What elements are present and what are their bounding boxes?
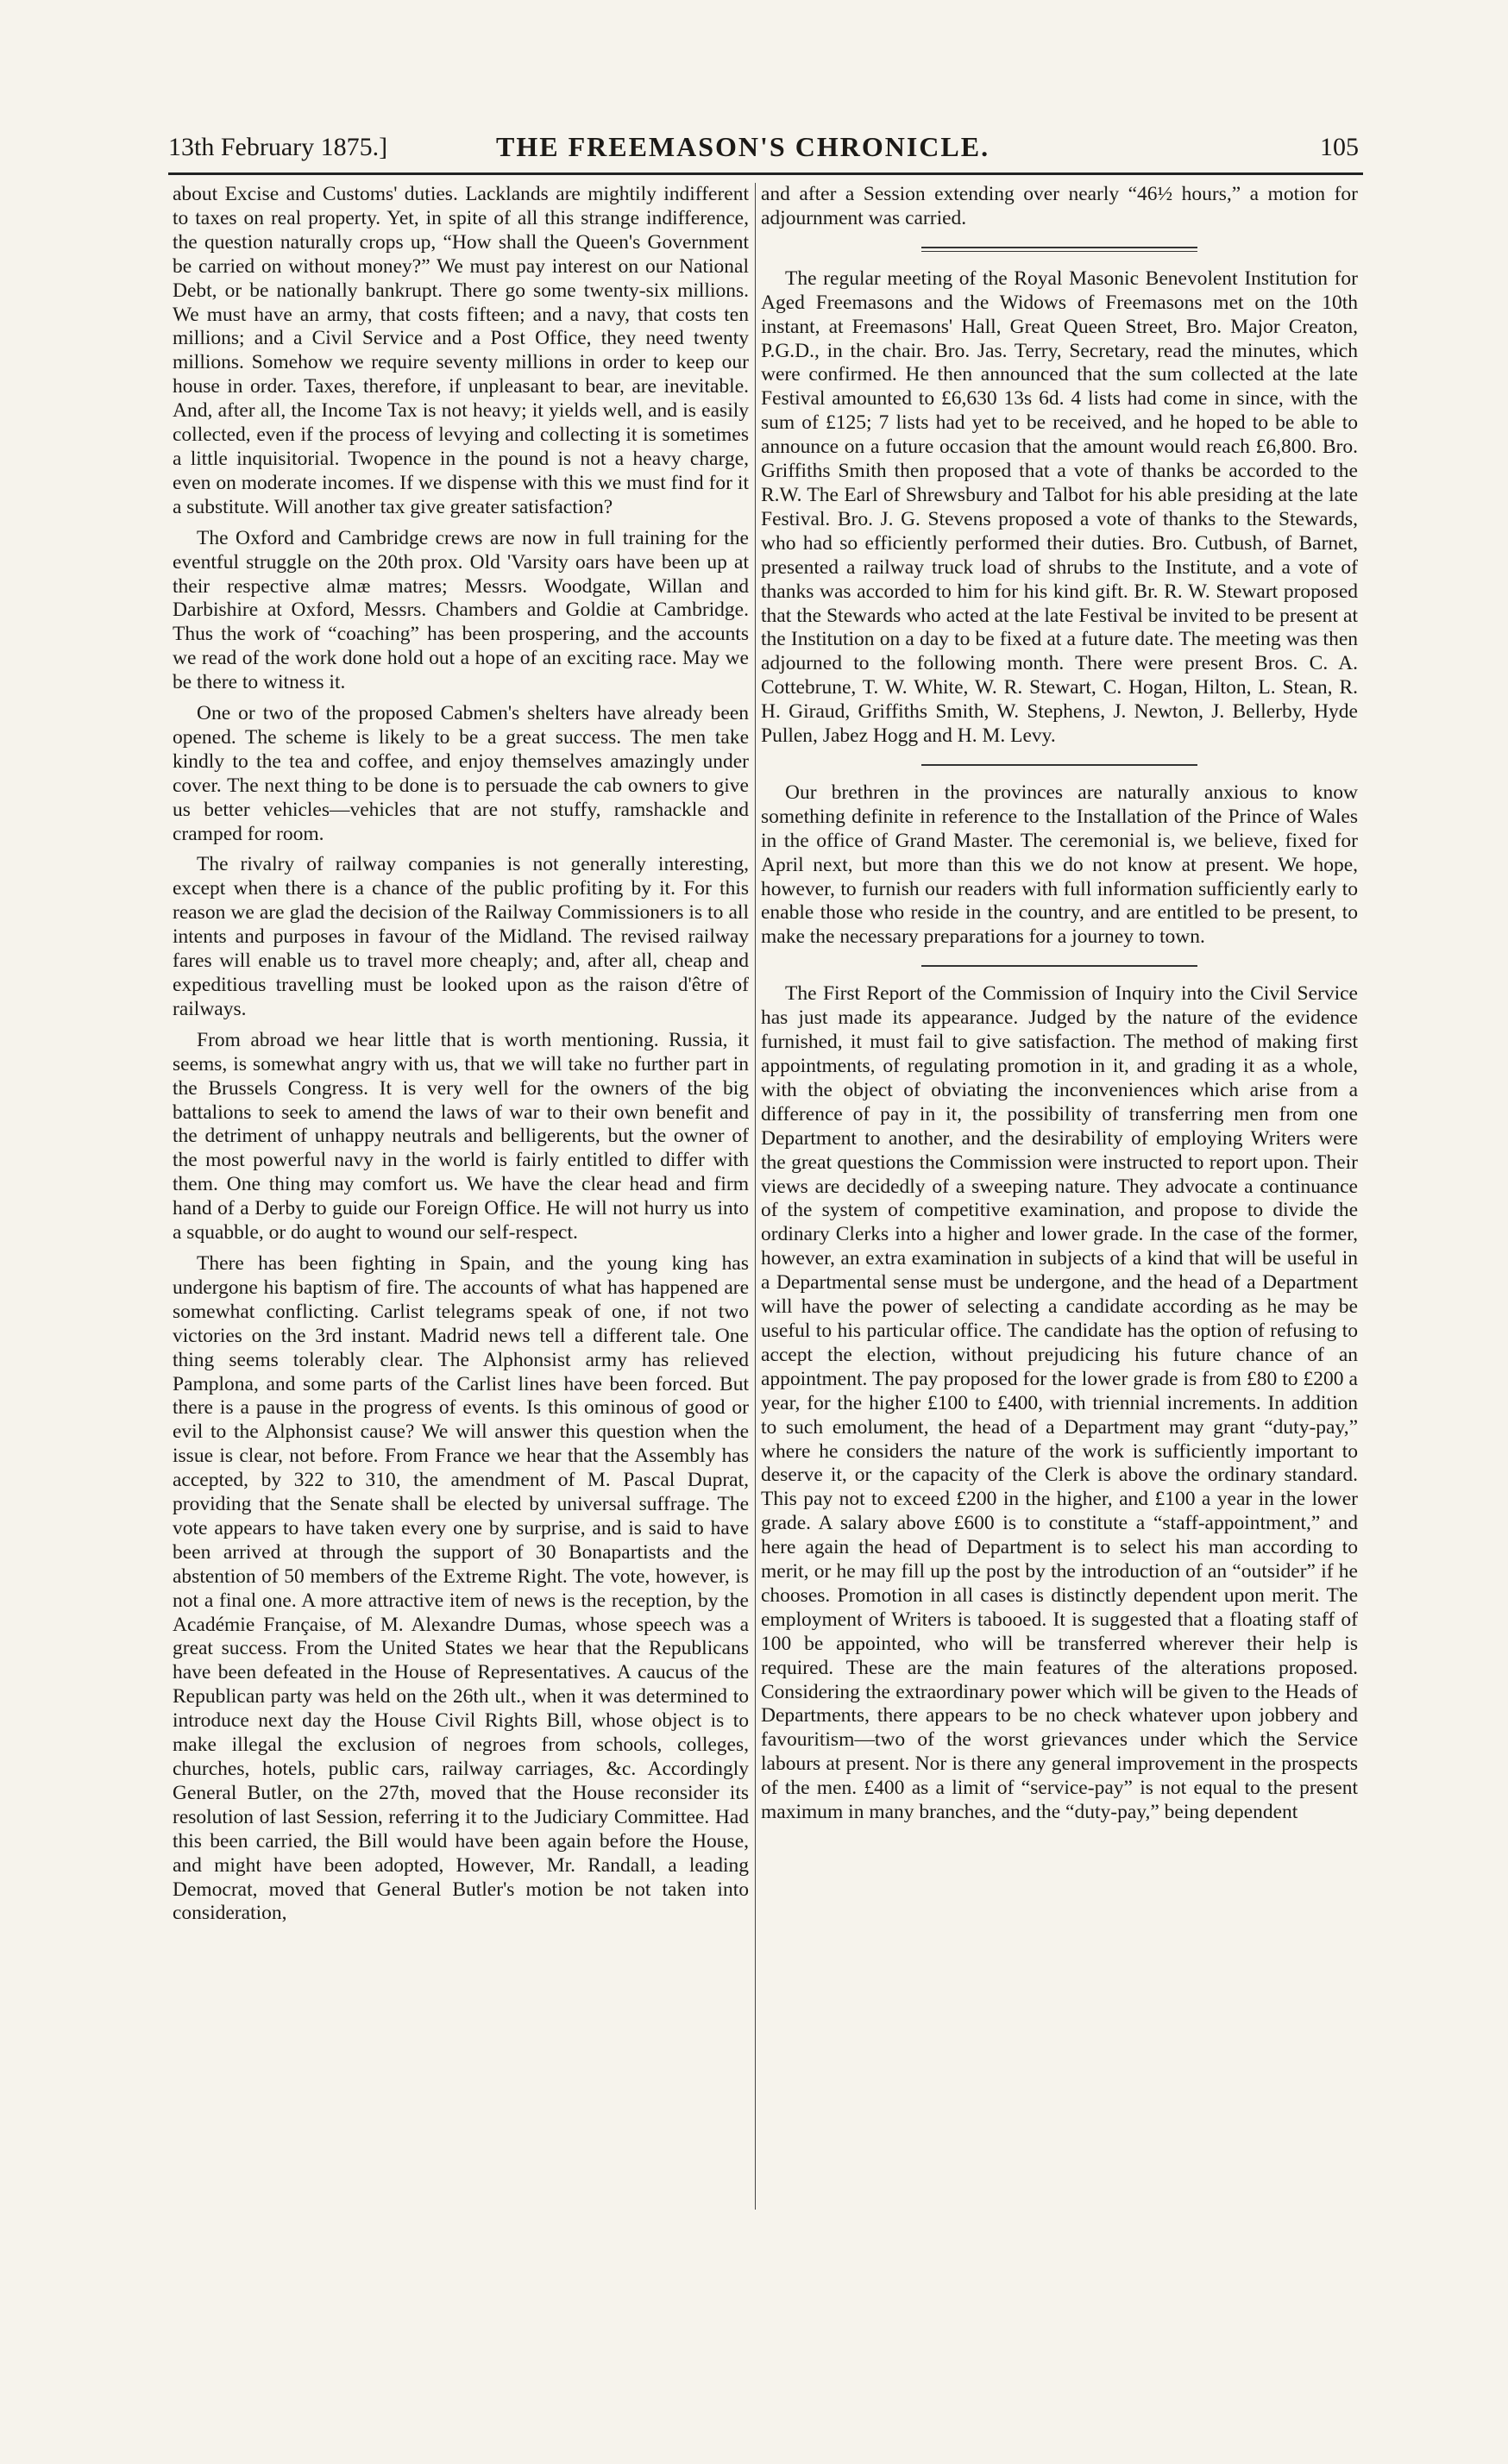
paragraph-spain-france-us: There has been fighting in Spain, and the young king has undergone his baptism of fire. The accounts of what has happened are somewhat conflicting. Carlist telegrams speak of one, if not two victories on the 3rd instant. Madrid news tell a different tale. One thing seems tolerably clear. The Alphonsist army has relieved Pamplona, and some parts of the Carlist lines have been forced. But there is a pause in the progress of events. Is this ominous of good or evil to the Alphonsist cause? We will answer this question when the issue is clear, not before. From France we hear that the Assembly has accepted, by 322 to 310, the amendment of M. Pascal Duprat, providing that the Senate shall be elected by universal suffrage. The vote appears to have taken every one by surprise, and is said to have been arrived at through the support of 30 Bonapartists and the abstention of 50 members of the Extreme Right. The vote, however, is not a final one. A more attractive item of news is the reception, by the Académie Française, of M. Alexandre Dumas, whose speech was a great success. From the United States we hear that the Republicans have been defeated in the House of Representatives. A caucus of the Republican party was held on the 26th ult., when it was determined to introduce next day the House Civil Rights Bill, whose object is to make illegal the exclusion of negroes from schools, colleges, churches, hotels, public cars, railway carriages, &c. Accordingly General Butler, on the 27th, moved that the House reconsider its resolution of last Session, referring it to the Judiciary Committee. Had this been carried, the Bill would have been again before the House, and might have been adopted, However, Mr. Randall, a leading Democrat, moved that General Butler's motion be not taken into consideration, [173, 1251, 749, 1925]
section-separator [921, 764, 1197, 766]
header-rule [168, 172, 1363, 175]
paragraph-prince-installation: Our brethren in the provinces are naturally anxious to know something definite in reference to the Installation of the Prince of Wales in the office of Grand Master. The ceremonial is, we believe, fixed for April next, but more than this we do not know at present. We hope, however, to furnish our readers with full information sufficiently early to enable those who reside in the country, and are entitled to be present, to make the necessary preparations for a journey to town. [761, 781, 1358, 949]
paragraph-session-adjournment: and after a Session extending over nearly “46½ hours,” a motion for adjournment was carried. [761, 183, 1358, 229]
section-separator [921, 965, 1197, 967]
paragraph-benevolent-institution: The regular meeting of the Royal Masonic Benevolent Institution for Aged Freemasons and the Widows of Freemasons met on the 10th instant, at Freemasons' Hall, Great Queen Street, Bro. Major Creaton, P.G.D., in the chair. Bro. Jas. Terry, Secretary, read the minutes, which were confirmed. He then announced that the sum collected at the late Festival amounted to £6,630 13s 6d. 4 lists had come in since, with the sum of £125; 7 lists had yet to be received, and he hoped to be able to announce on a future occasion that the amount would reach £6,800. Bro. Griffiths Smith then proposed that a vote of thanks be accorded to the R.W. The Earl of Shrewsbury and Talbot for his able presiding at the late Festival. Bro. J. G. Stevens proposed a vote of thanks to the Stewards, who had so efficiently performed their duties. Bro. Cutbush, of Barnet, presented a railway truck load of shrubs to the Institute, and a vote of thanks was accorded to him for his kind gift. Br. R. W. Stewart proposed that the Stewards who acted at the late Festival be invited to be present at the Institution on a day to be fixed at a future date. The meeting was then adjourned to the following month. There were present Bros. C. A. Cottebrune, T. W. White, W. R. Stewart, C. Hogan, Hilton, L. Stean, R. H. Giraud, Griffiths Smith, W. Stephens, J. Newton, J. Bellerby, Hyde Pullen, Jabez Hogg and H. M. Levy. [761, 266, 1358, 748]
paragraph-excise-taxes: about Excise and Customs' duties. Lacklands are mightily indifferent to taxes on real property. Yet, in spite of all this strange indifference, the question naturally crops up, “How shall the Queen's Government be carried on without money?” We must pay interest on our National Debt, or be nationally bankrupt. There go some twenty-six millions. We must have an army, that costs fifteen; and a navy, that costs ten millions; and a Civil Service and a Post Office, they need twenty millions. Somehow we require seventy millions in order to keep our house in order. Taxes, therefore, if unpleasant to bear, are inevitable. And, after all, the Income Tax is not heavy; it yields well, and is easily collected, even if the process of levying and collecting it is sometimes a little inquisitorial. Twopence in the pound is not a heavy charge, even on moderate incomes. If we dispense with this we must find for it a substitute. Will another tax give greater satisfaction? [173, 183, 749, 518]
publication-title: THE FREEMASON'S CHRONICLE. [496, 131, 990, 162]
paragraph-railway-rivalry: The rivalry of railway companies is not generally interesting, except when there is a chance of the public profiting by it. For this reason we are glad the decision of the Railway Commissioners is to all intents and purposes in favour of the Midland. The revised railway fares will enable us to travel more cheaply; and, after all, cheap and expeditious travelling must be looked upon as the raison d'être of railways. [173, 853, 749, 1020]
page-header [168, 128, 1359, 169]
column-divider [755, 183, 756, 2210]
left-column [173, 183, 749, 1933]
paragraph-boat-race: The Oxford and Cambridge crews are now in full training for the eventful struggle on the 20th prox. Old 'Varsity oars have been up at their respective almæ matres; Messrs. Woodgate, Willan and Darbishire at Oxford, Messrs. Chambers and Goldie at Cambridge. Thus the work of “coaching” has been prospering, and the accounts we read of the work done hold out a hope of an exciting race. May we be there to witness it. [173, 526, 749, 694]
paragraph-foreign-news: From abroad we hear little that is worth mentioning. Russia, it seems, is somewhat angry with us, that we will take no further part in the Brussels Congress. It is very well for the owners of the big battalions to seek to amend the laws of war to their own benefit and the detriment of unhappy neutrals and belligerents, but the owner of the most powerful navy in the world is fairly entitled to differ with them. One thing may comfort us. We have the clear head and firm hand of a Derby to guide our Foreign Office. He will not hurry us into a squabble, or do aught to wound our self-respect. [173, 1028, 749, 1245]
page-number: 105 [1320, 133, 1359, 161]
issue-date: 13th February 1875.] [168, 133, 388, 161]
section-separator [921, 247, 1197, 252]
right-column [761, 183, 1358, 1832]
paragraph-civil-service-report: The First Report of the Commission of Inquiry into the Civil Service has just made its appearance. Judged by the nature of the evidence furnished, it must fail to give satisfaction. The method of making first appointments, of regulating promotion in it, and grading it as a whole, with the object of obviating the inconveniences which arise from a difference of pay in it, the possibility of transferring men from one Department to another, and the desirability of employing Writers were the great questions the Commission were instructed to report upon. Their views are decidedly of a sweeping nature. They advocate a continuance of the system of competitive examination, and propose to divide the ordinary Clerks into a higher and lower grade. In the case of the former, however, an extra examination in subjects of a kind that will be useful in a Departmental sense must be undergone, and the head of a Department will have the power of selecting a candidate according as he may be useful to his particular office. The candidate has the option of refusing to accept the election, without prejudicing his future chance of an appointment. The pay proposed for the lower grade is from £80 to £200 a year, for the higher £100 to £400, with triennial increments. In addition to such emolument, the head of a Department may grant “duty-pay,” where he considers the nature of the work is sufficiently important to deserve it, or the capacity of the Clerk is above the ordinary standard. This pay not to exceed £200 in the higher, and £100 a year in the lower grade. A salary above £600 is to constitute a “staff-appointment,” and here again the head of Department is to select his man according to merit, or he may fill up the post by the introduction of an “outsider” if he chooses. Promotion in all cases is distinctly dependent upon merit. The employment of Writers is tabooed. It is suggested that a floating staff of 100 be appointed, who will be transferred wherever their help is required. These are the main features of the alterations proposed. Considering the extraordinary power which will be given to the Heads of Departments, there appears to be no check whatever upon jobbery and favouritism—two of the worst grievances under which the Service labours at present. Nor is there any general improvement in the prospects of the men. £400 as a limit of “service-pay” is not equal to the present maximum in many branches, and the “duty-pay,” being dependent [761, 982, 1358, 1824]
paragraph-cabmen-shelters: One or two of the proposed Cabmen's shelters have already been opened. The scheme is likely to be a great success. The men take kindly to the tea and coffee, and enjoy themselves amazingly under cover. The next thing to be done is to persuade the cab owners to give us better vehicles—vehicles that are not stuffy, ramshackle and cramped for room. [173, 702, 749, 845]
